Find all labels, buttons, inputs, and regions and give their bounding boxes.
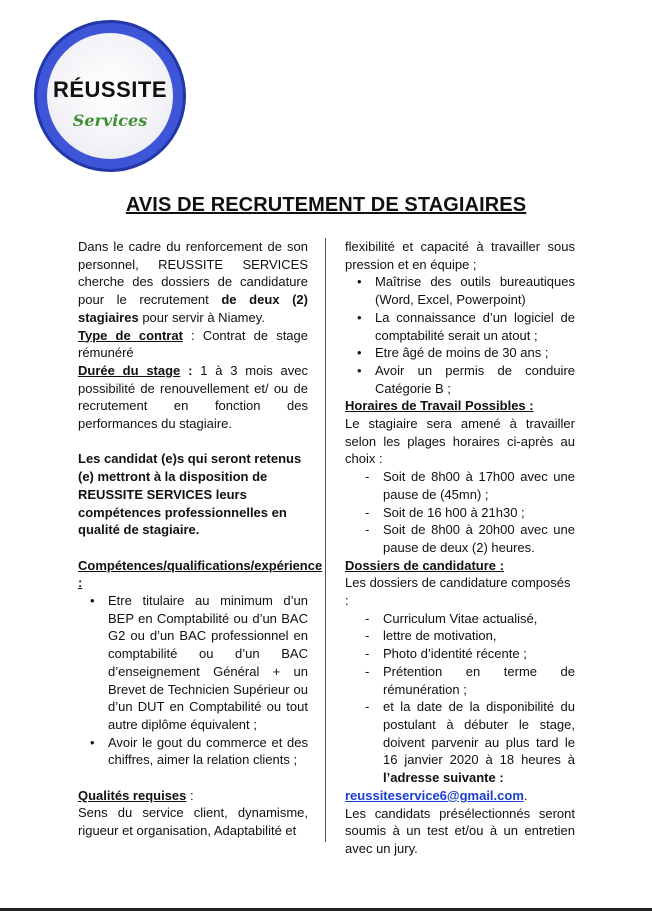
contract-colon: : (182, 327, 203, 343)
column-divider (325, 238, 326, 842)
qualities-text: Sens du service client, dynamisme, rigueur et organisation, Adaptabilité et (78, 805, 308, 839)
retained-paragraph: Les candidat (e)s qui seront retenus (e) mettront à la disposition de REUSSITE SERVICES leurs compétences professionnelles en qualité de stagiaire. (78, 451, 302, 538)
qualities-heading-line (78, 787, 308, 805)
list-item: • La connaissance d’un logiciel de comptabilité serait un atout ; (345, 309, 575, 344)
page-title: AVIS DE RECRUTEMENT DE STAGIAIRES (125, 194, 527, 216)
logo-disc (47, 33, 173, 159)
intro-paragraph (78, 238, 308, 327)
list-item: - Photo d’identité récente ; (345, 645, 575, 663)
address-label: l’adresse suivante : (383, 770, 504, 786)
hours-heading: Horaires de Travail Possibles : (345, 398, 534, 414)
list-item: • Etre âgé de moins de 30 ans ; (345, 344, 575, 362)
skills-list (78, 592, 308, 769)
contract-paragraph (78, 327, 308, 362)
closing-paragraph: Les candidats présélectionnés seront soumis à un test et/ou à un entretien avec un jury. (345, 805, 575, 856)
contract-text: Contrat de stage rémunéré (78, 327, 308, 361)
list-item: • Avoir un permis de conduire Catégorie B ; (345, 362, 575, 397)
dossier-list (345, 610, 575, 787)
list-item: - lettre de motivation, (345, 627, 575, 645)
right-column (345, 238, 575, 858)
email-period: . (523, 787, 528, 803)
continuation-text: flexibilité et capacité à travailler sous pression et en équipe ; (345, 239, 575, 272)
list-item: - Soit de 8h00 à 20h00 avec une pause de deux (2) heures. (345, 521, 575, 556)
dossier-heading: Dossiers de candidature : (345, 557, 504, 573)
email-line (345, 787, 575, 805)
intro-text-end: pour servir à Niamey. (138, 309, 265, 325)
requirements-list (345, 273, 575, 397)
duration-paragraph (78, 362, 308, 433)
list-item: • Maîtrise des outils bureautiques (Word, Excel, Powerpoint) (345, 273, 575, 308)
duration-colon: : (180, 362, 201, 378)
qualities-heading: Qualités requises (78, 787, 187, 803)
intro-bold: de deux (2) stagiaires (78, 292, 308, 325)
list-item: - Curriculum Vitae actualisé, (345, 610, 575, 628)
hours-list (345, 468, 575, 557)
list-item-last (345, 698, 575, 787)
list-item: - Soit de 8h00 à 17h00 avec une pause de (45mn) ; (345, 468, 575, 503)
list-item: • Avoir le gout du commerce et des chiffres, aimer la relation clients ; (78, 734, 308, 769)
dossier-last-text: et la date de la disponibilité du postulant à débuter le stage, doivent parvenir au plus tard le 16 janvier 2020 à 18 heures à (383, 699, 575, 768)
qualities-colon: : (186, 787, 194, 803)
duration-label: Durée du stage (78, 362, 181, 378)
left-column (78, 238, 323, 840)
list-item: - Prétention en terme de rémunération ; (345, 663, 575, 698)
list-item: • Etre titulaire au minimum d’un BEP en Comptabilité ou d’un BAC G2 ou d’un BAC professionnel en comptabilité ou d’un BAC d’enseignement Général + un Brevet de Technicien Supérieur ou d’un DUT en Comptabilité ou tout autre diplôme équivalent ; (78, 592, 308, 734)
company-logo (34, 20, 186, 172)
email-link[interactable]: reussiteservice6@gmail.com (345, 787, 524, 803)
logo-subtitle: Services (72, 111, 148, 130)
list-item: - Soit de 16 h00 à 21h30 ; (345, 504, 575, 522)
duration-text: 1 à 3 mois avec possibilité de renouvellement et/ ou de recrutement en fonction des performances du stagiaire. (78, 362, 308, 432)
dossier-intro: Les dossiers de candidature composés : (345, 575, 571, 609)
bottom-border (0, 908, 652, 911)
contract-label: Type de contrat (78, 327, 183, 343)
intro-text: Dans le cadre du renforcement de son personnel, REUSSITE SERVICES cherche des dossiers de candidature pour le recrutement (78, 239, 308, 308)
skills-heading: Compétences/qualifications/expérience : (78, 557, 323, 591)
hours-intro: Le stagiaire sera amené à travailler selon les plages horaires ci-après au choix : (345, 416, 575, 467)
logo-title: RÉUSSITE (52, 77, 168, 102)
